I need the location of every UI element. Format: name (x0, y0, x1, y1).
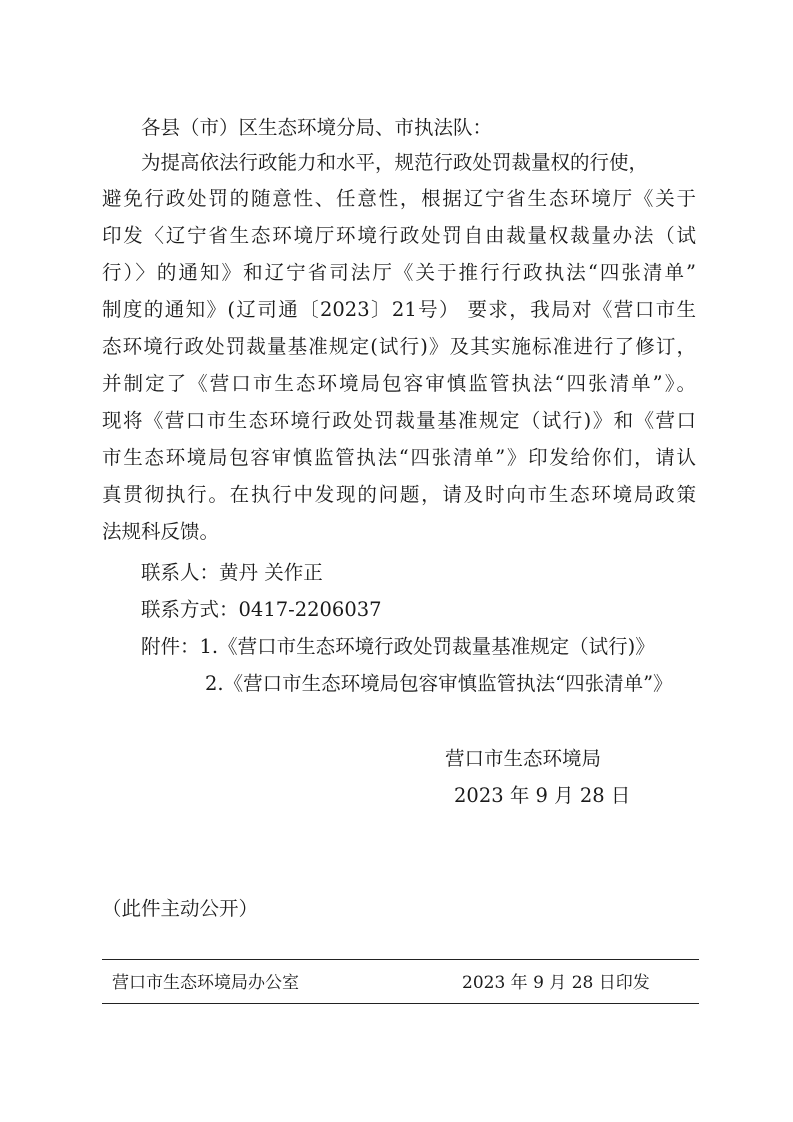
footer-issue-date: 2023 年 9 月 28 日印发 (462, 973, 650, 993)
body-line-3: 印发〈辽宁省生态环境厅环境行政处罚自由裁量权裁量办法（试 (102, 224, 696, 247)
footer-issuer: 营口市生态环境局办公室 (112, 973, 299, 993)
body-line-5: 制度的通知》(辽司通〔2023〕21号） 要求，我局对《营口市生 (102, 298, 696, 321)
attachment-2: 2.《营口市生态环境局包容审慎监管执法“四张清单”》 (205, 672, 673, 695)
body-line-8: 现将《营口市生态环境行政处罚裁量基准规定（试行)》和《营口 (102, 409, 696, 432)
contact-person: 联系人：黄丹 关作正 (141, 561, 323, 584)
body-line-4: 行）〉的通知》和辽宁省司法厅《关于推行行政执法“四张清单” (102, 261, 696, 284)
body-line-1: 为提高依法行政能力和水平，规范行政处罚裁量权的行使， (141, 151, 649, 174)
body-line-2: 避免行政处罚的随意性、任意性，根据辽宁省生态环境厅《关于 (102, 187, 696, 210)
body-line-9: 市生态环境局包容审慎监管执法“四张清单”》印发给你们，请认 (102, 446, 696, 469)
body-line-11: 法规科反馈。 (102, 520, 220, 543)
body-line-6: 态环境行政处罚裁量基准规定(试行)》及其实施标准进行了修订， (102, 335, 696, 358)
footer-bottom-rule (102, 1003, 699, 1004)
signature-org: 营口市生态环境局 (445, 747, 602, 770)
addressee: 各县（市）区生态环境分局、市执法队： (141, 116, 493, 139)
footer-top-rule (102, 959, 699, 960)
disclosure-note: （此件主动公开） (102, 897, 259, 920)
signature-date: 2023 年 9 月 28 日 (454, 784, 631, 807)
attachment-1: 附件：1.《营口市生态环境行政处罚裁量基准规定（试行)》 (141, 635, 655, 658)
body-line-7: 并制定了《营口市生态环境局包容审慎监管执法“四张清单”》。 (102, 372, 696, 395)
body-line-10: 真贯彻执行。在执行中发现的问题，请及时向市生态环境局政策 (102, 483, 696, 506)
contact-phone: 联系方式：0417-2206037 (141, 598, 382, 621)
